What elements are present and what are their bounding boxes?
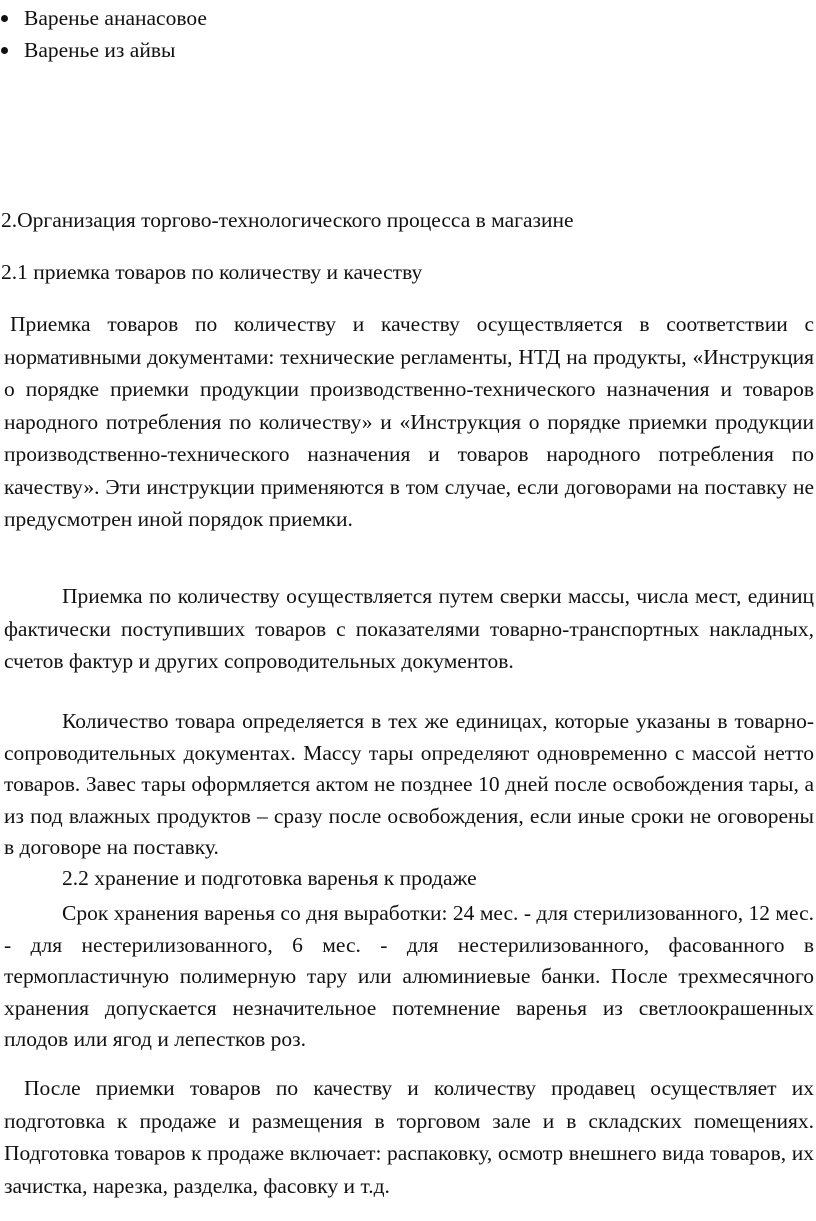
list-item-text: Варенье ананасовое [24, 6, 207, 30]
paragraph-quantity-units: Количество товара определяется в тех же единицах, которые указаны в товарно-сопроводительных документах. Массу тары определяют одновременно с массой нетто товаров. Завес тары оформляется актом не позднее 10 дней после освобождения тары, а из под влажных продуктов – сразу после освобождения, если иные сроки не оговорены в договоре на поставку. [4, 709, 814, 859]
paragraph-sale-preparation: После приемки товаров по качеству и количеству продавец осуществляет их подготовка к продаже и размещения в торговом зале и в складских помещениях. Подготовка товаров к продаже включает: распаковку, осмотр внешнего вида товаров, их зачистка, нарезка, разделка, фасовку и т.д. [4, 1076, 814, 1198]
paragraph-storage-terms: Срок хранения варенья со дня выработки: 24 мес. - для стерилизованного, 12 мес. - для нестерилизованного, 6 мес. - для нестерилизованного, фасованного в термопластичную полимерную тару или алюминиевые банки. После трехмесячного хранения допускается незначительное потемнение варенья из светлоокрашенных плодов или ягод и лепестков роз. [4, 901, 814, 1051]
bullet-dot-icon [1, 15, 8, 22]
product-bullet-list [0, 2, 816, 66]
section-heading: 2.Организация торгово-технологического процесса в магазине [1, 208, 574, 232]
subsection-heading: 2.1 приемка товаров по количеству и качеству [1, 260, 423, 284]
paragraph-acceptance-rules: Приемка товаров по количеству и качеству осуществляется в соответствии с нормативными документами: технические регламенты, НТД на продукты, «Инструкция о порядке приемки продукции производственно-технического назначения и товаров народного потребления по количеству» и «Инструкция о порядке приемки продукции производственно-технического назначения и товаров народного потребления по качеству». Эти инструкции применяются в том случае, если договорами на поставку не предусмотрен иной порядок приемки. [4, 312, 814, 531]
list-item-text: Варенье из айвы [24, 38, 176, 62]
list-item [0, 2, 816, 34]
list-item [0, 34, 816, 66]
subsection-heading-storage: 2.2 хранение и подготовка варенья к продаже [62, 866, 477, 890]
bullet-dot-icon [1, 47, 8, 54]
paragraph-quantity-acceptance: Приемка по количеству осуществляется путем сверки массы, числа мест, единиц фактически поступивших товаров с показателями товарно-транспортных накладных, счетов фактур и других сопроводительных документов. [4, 584, 814, 673]
